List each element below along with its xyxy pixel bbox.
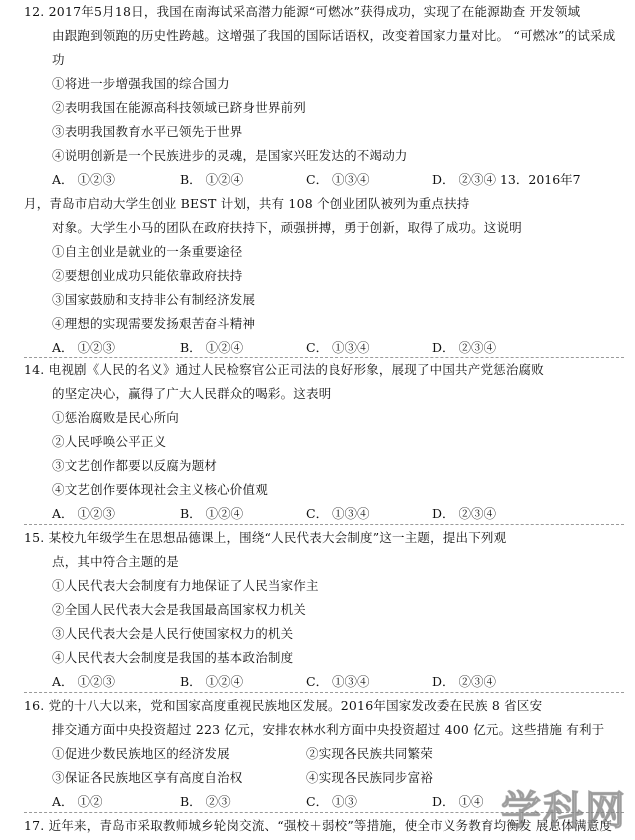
divider (24, 357, 624, 358)
q14-line1: 14. 电视剧《人民的名义》通过人民检察官公正司法的良好形象，展现了中国共产党惩治腐败 (24, 362, 544, 377)
q16-choice-b: B． ②③ (180, 794, 231, 809)
q14-option-2: ②人民呼唤公平正义 (52, 434, 167, 449)
q16-choice-a: A． ①② (52, 794, 103, 809)
q13-option-1: ①自主创业是就业的一条重要途径 (52, 244, 243, 259)
q13-line1: 月，青岛市启动大学生创业 BEST 计划，共有 108 个创业团队被列为重点扶持 (24, 196, 470, 211)
q15-option-4: ④人民代表大会制度是我国的基本政治制度 (52, 650, 294, 665)
q12-choice-b: B． ①②④ (180, 172, 244, 187)
watermark-logo: 学科网 (501, 788, 627, 834)
q12-choice-d: D． ②③④ 13．2016年7 (432, 172, 581, 187)
q13-option-3: ③国家鼓励和支持非公有制经济发展 (52, 292, 256, 307)
q15-choice-c: C． ①③④ (306, 674, 370, 689)
q14-choice-d: D． ②③④ (432, 506, 496, 521)
q12-option-2: ②表明我国在能源高科技领域已跻身世界前列 (52, 100, 307, 115)
q13-line2: 对象。大学生小马的团队在政府扶持下，顽强拼搏，勇于创新，取得了成功。这说明 (52, 220, 522, 235)
q14-choice-a: A． ①②③ (52, 506, 116, 521)
q15-choice-b: B． ①②④ (180, 674, 244, 689)
q12-option-3: ③表明我国教育水平已领先于世界 (52, 124, 243, 139)
q12-option-1: ①将进一步增强我国的综合国力 (52, 76, 230, 91)
q15-option-3: ③人民代表大会是人民行使国家权力的机关 (52, 626, 294, 641)
q12-line3: 功 (52, 52, 65, 67)
q16-choice-d: D． ①④ (432, 794, 484, 809)
divider (24, 692, 624, 693)
q12-choice-c: C． ①③④ (306, 172, 370, 187)
q14-choice-b: B． ①②④ (180, 506, 244, 521)
q15-choice-d: D． ②③④ (432, 674, 496, 689)
q12-line2: 由跟跑到领跑的历史性跨越。这增强了我国的国际话语权，改变着国家力量对比。 “可燃冰”的试采成 (52, 28, 616, 43)
q14-option-3: ③文艺创作都要以反腐为题材 (52, 458, 218, 473)
q13-choice-b: B． ①②④ (180, 340, 244, 355)
q16-line2: 排交通方面中央投资超过 223 亿元，安排农林水利方面中央投资超过 400 亿元。这些措施 有利于 (52, 722, 605, 737)
q15-line2: 点，其中符合主题的是 (52, 554, 180, 569)
q16-option-3: ③保证各民族地区享有高度自治权 (52, 770, 243, 785)
q16-option-4: ④实现各民族同步富裕 (306, 770, 434, 785)
q15-choice-a: A． ①②③ (52, 674, 116, 689)
q13-choice-d: D． ②③④ (432, 340, 496, 355)
q15-option-1: ①人民代表大会制度有力地保证了人民当家作主 (52, 578, 319, 593)
q14-option-1: ①惩治腐败是民心所向 (52, 410, 180, 425)
q16-option-1: ①促进少数民族地区的经济发展 (52, 746, 230, 761)
q13-choice-c: C． ①③④ (306, 340, 370, 355)
q13-option-2: ②要想创业成功只能依靠政府扶持 (52, 268, 243, 283)
q14-line2: 的坚定决心，赢得了广大人民群众的喝彩。这表明 (52, 386, 332, 401)
q16-choice-c: C． ①③ (306, 794, 358, 809)
q12-choice-a: A． ①②③ (52, 172, 116, 187)
q15-option-2: ②全国人民代表大会是我国最高国家权力机关 (52, 602, 307, 617)
q14-option-4: ④文艺创作要体现社会主义核心价值观 (52, 482, 268, 497)
q17-line1: 17. 近年来，青岛市采取教师城乡轮岗交流、“强校＋弱校”等措施，使全市义务教育均衡发 展总体满意度 (24, 818, 613, 833)
q15-line1: 15. 某校九年级学生在思想品德课上，围绕“人民代表大会制度”这一主题，提出下列观 (24, 530, 507, 545)
divider (24, 524, 624, 525)
q13-choice-a: A． ①②③ (52, 340, 116, 355)
q14-choice-c: C． ①③④ (306, 506, 370, 521)
q13-option-4: ④理想的实现需要发扬艰苦奋斗精神 (52, 316, 256, 331)
q16-option-2: ②实现各民族共同繁荣 (306, 746, 434, 761)
q12-option-4: ④说明创新是一个民族进步的灵魂，是国家兴旺发达的不竭动力 (52, 148, 408, 163)
q12-line1: 12. 2017年5月18日，我国在南海试采高潜力能源“可燃冰”获得成功，实现了在能源勘查 开发领域 (24, 4, 581, 19)
q16-line1: 16. 党的十八大以来，党和国家高度重视民族地区发展。2016年国家发改委在民族 8 省区安 (24, 698, 543, 713)
